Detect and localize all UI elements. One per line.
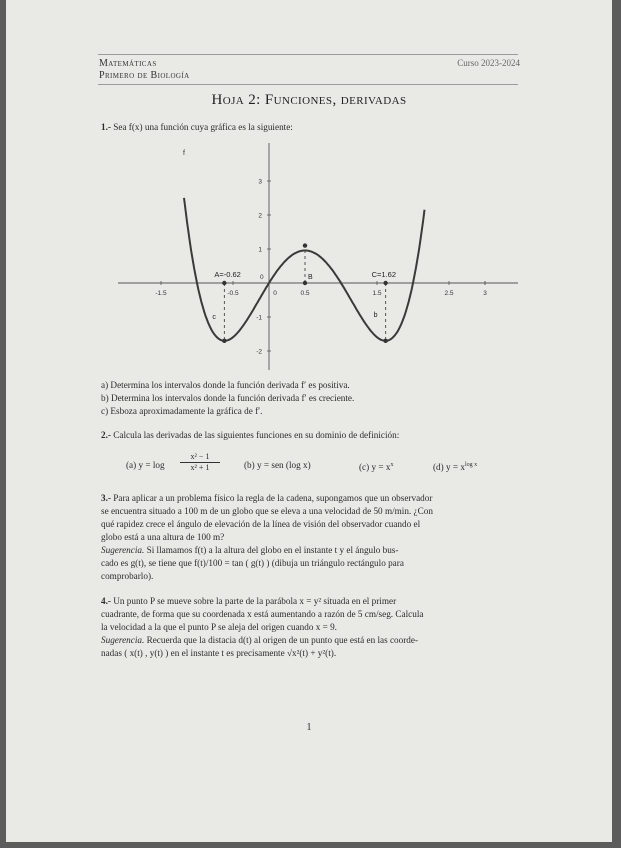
x-tick-label: 0 [273,290,277,297]
q3-hint-1 [101,544,521,557]
graph-point [383,339,387,343]
q2-a-label: (a) y = log [126,460,165,470]
header-left [99,58,190,82]
q3-hint-1-text: Si llamamos f(t) a la altura del globo en el instante t y el ángulo bus- [146,545,399,555]
exam-page [6,0,612,842]
q2-d [433,459,477,474]
axis-point [303,281,307,285]
y-tick-label: 1 [258,246,262,254]
q2-a-num: x² − 1 [180,452,220,463]
q4-hint-label: Sugerencia. [101,635,145,645]
y-tick-label: 2 [258,212,262,220]
q4-line-2: cuadrante, de forma que su coordenada x está aumentando a razón de 5 cm/seg. Calcula [101,609,424,619]
x-tick-label: 1.5 [372,290,382,297]
q3-line-1-text: Para aplicar a un problema físico la regla de la cadena, supongamos que un observador [113,493,433,503]
y-tick-label: -2 [256,348,262,356]
graph-point [222,339,226,343]
q4-hint-1-text: Recuerda que la distacia d(t) al origen de un punto que está en las coorde- [146,635,419,645]
header-rule-bottom [98,84,518,85]
q3-line-2: se encuentra situado a 100 m de un globo que se eleva a una velocidad de 50 m/min. ¿Con [101,506,433,516]
q3-block [101,492,521,583]
q4-line-3: la velocidad a la que el punto P se aleja del origen cuando x = 9. [101,622,337,632]
q4-line-1 [101,595,521,608]
q4-block [101,595,521,660]
q2-a-den: x² + 1 [190,463,210,472]
q1-statement [101,121,293,134]
q2-d-exp: log x [464,462,478,468]
q4-hint-1 [101,634,521,647]
q3-hint-3: comprobarlo). [101,571,154,581]
q2-functions [126,452,526,482]
q2-a-fraction [180,452,220,473]
q4-line-1-text: Un punto P se mueve sobre la parte de la parábola x = y² situada en el primer [113,596,397,606]
q1-item-b: b) Determina los intervalos donde la función derivada f′ es creciente. [101,393,355,403]
q3-hint-2: cado es g(t), se tiene que f(t)/100 = tan ( g(t) ) (dibuja un triángulo rectángulo para [101,558,404,568]
point-c-label: C=1.62 [371,270,397,279]
origin-label: 0 [260,274,264,281]
point-a-label: A=-0.62 [214,270,241,279]
q2-c [359,459,393,474]
q2-number: 2.- [101,430,111,440]
axis-point [222,281,226,285]
q4-number: 4.- [101,596,111,606]
page-number: 1 [306,722,312,733]
q4-hint-2: nadas ( x(t) , y(t) ) en el instante t es precisamente √x²(t) + y²(t). [101,648,337,658]
q2-c-label: (c) y = x [359,462,391,473]
axis-point [383,281,387,285]
q2-text: Calcula las derivadas de las siguientes funciones en su dominio de definición: [113,430,400,440]
q3-hint-label: Sugerencia. [101,545,145,555]
q2-b: (b) y = sen (log x) [244,460,311,470]
y-tick-label: -1 [256,314,262,322]
x-tick-label: -0.5 [227,290,239,297]
segment-b-label: b [373,312,378,319]
point-b-label: B [308,274,313,281]
q1-item-c: c) Esboza aproximadamente la gráfica de f′. [101,406,263,416]
q2-statement [101,429,399,442]
q1-items [101,379,354,418]
subject: Matemáticas [99,58,157,69]
course-label: Curso 2023-2024 [457,58,520,68]
group: Primero de Biología [99,70,190,81]
y-tick-label: 3 [258,178,262,186]
x-tick-label: 3 [483,290,487,297]
q2-c-exp: x [390,462,394,468]
q3-line-1 [101,492,521,505]
x-tick-label: -1.5 [155,290,167,297]
q2-d-label: (d) y = x [433,462,465,473]
graph-point [303,243,307,247]
header-rule-top [98,54,518,55]
q1-item-a: a) Determina los intervalos donde la función derivada f′ es positiva. [101,380,350,390]
curve-label: f [183,150,185,157]
q1-number: 1.- [101,122,111,132]
q3-number: 3.- [101,493,111,503]
segment-c-label: c [212,314,216,321]
q1-text: Sea f(x) una función cuya gráfica es la siguiente: [113,122,293,132]
function-graph [106,138,526,378]
q3-line-3: qué rapidez crece el ángulo de elevación de la línea de visión del observador cuando el [101,519,421,529]
x-tick-label: 0.5 [300,290,310,297]
page-title: Hoja 2: Funciones, derivadas [211,92,407,108]
x-tick-label: 2.5 [444,290,454,297]
q3-line-4: globo está a una altura de 100 m? [101,532,225,542]
